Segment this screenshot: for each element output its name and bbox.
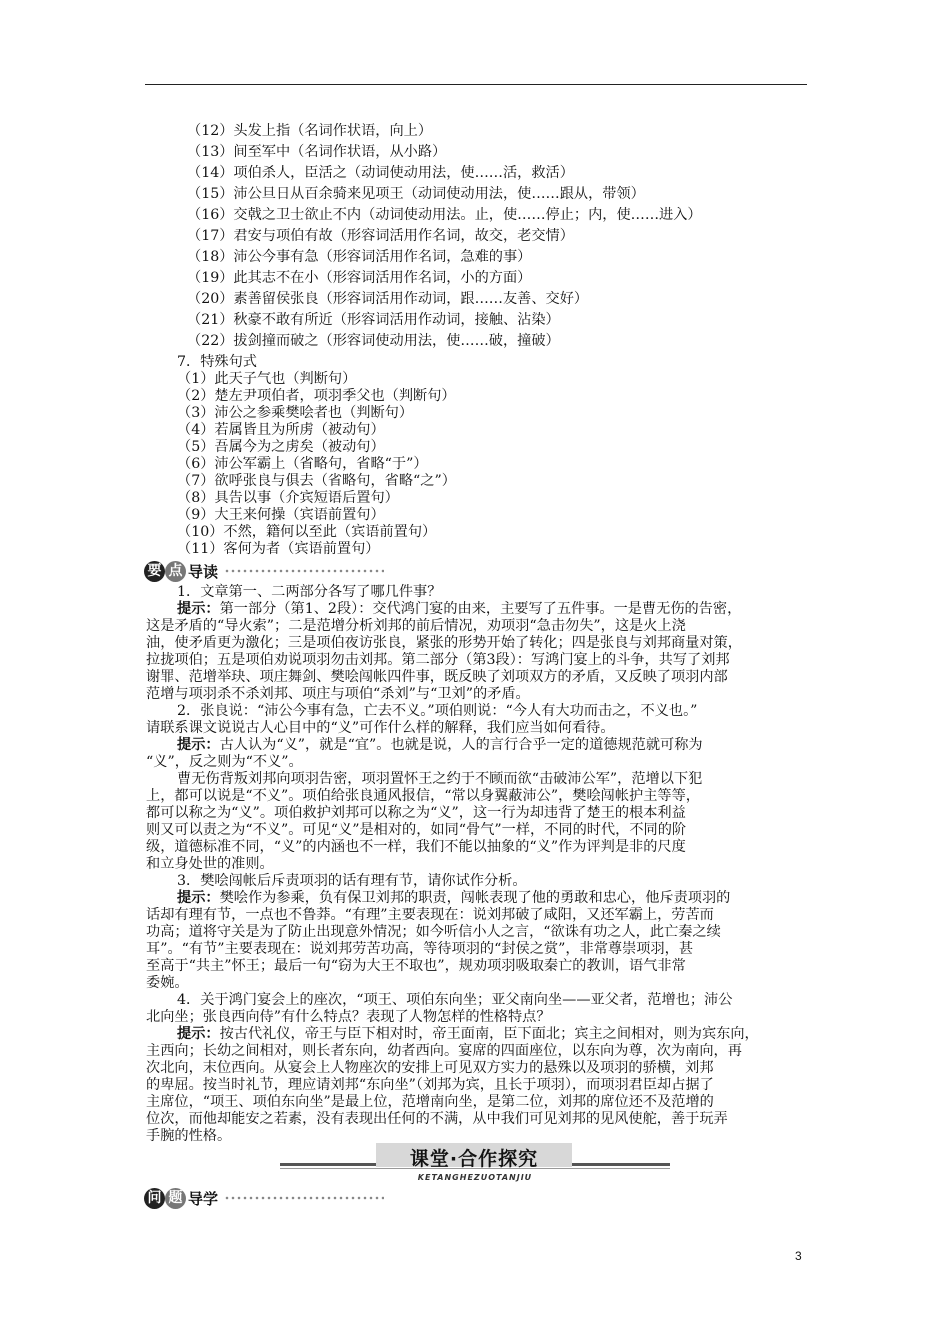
answer-line: 曹无伤背叛刘邦向项羽告密，项羽置怀王之约于不顾而欲“击破沛公军”，范增以下犯 — [177, 771, 703, 787]
dotted-divider — [224, 569, 384, 573]
hint-label: 提示： — [177, 737, 220, 753]
answer-line: “义”，反之则为“不义”。 — [146, 754, 303, 770]
answer-text: 第一部分（第1、2段）：交代鸿门宴的由来，主要写了五件事。一是曹无伤的告密， — [219, 601, 742, 617]
answer-line: 都可以称之为“义”。项伯救护刘邦可以称之为“义”，这一行为却违背了楚王的根本利益 — [146, 805, 686, 821]
list-item: （22）拔剑撞而破之（形容词使动用法，使……破，撞破） — [187, 333, 560, 349]
list-item: （20）素善留侯张良（形容词活用作动词，跟……友善、交好） — [187, 291, 589, 307]
list-item: （18）沛公今事有急（形容词活用作名词，急难的事） — [187, 249, 532, 265]
answer-line: 上，都可以说是“不义”。项伯给张良通风报信，“常以身翼蔽沛公”，樊哙闯帐护主等等， — [146, 788, 700, 804]
hint-label: 提示： — [177, 890, 220, 906]
answer-line: 和立身处世的准则。 — [146, 856, 274, 872]
badge-title: 导读 — [188, 562, 219, 581]
badge-char: 题 — [165, 1188, 186, 1209]
list-item: （16）交戟之卫士欲止不内（动词使动用法。止，使……停止；内，使……进入） — [187, 207, 702, 223]
list-item: （15）沛公旦日从百余骑来见项王（动词使动用法，使……跟从，带领） — [187, 186, 645, 202]
list-item: （13）间至军中（名词作状语，从小路） — [187, 144, 447, 160]
list-item: （14）项伯杀人，臣活之（动词使动用法，使……活，救活） — [187, 165, 574, 181]
list-item: （21）秋豪不敢有所近（形容词活用作动词，接触、沾染） — [187, 312, 560, 328]
answer-line: 级，道德标准不同，“义”的内涵也不一样，我们不能以抽象的“义”作为评判是非的尺度 — [146, 839, 686, 855]
question-cont: 请联系课文说说古人心目中的“义”可作什么样的解释，我们应当如何看待。 — [146, 720, 615, 736]
list-item: （6）沛公军霸上（省略句，省略“于”） — [177, 456, 428, 472]
answer-first-line — [177, 890, 730, 907]
list-item: （4）若属皆且为所虏（被动句） — [177, 422, 385, 438]
question-cont: 北向坐；张良西向侍”有什么特点？表现了人物怎样的性格特点？ — [146, 1009, 551, 1025]
answer-line: 谢罪、范增举玦、项庄舞剑、樊哙闯帐四件事，既反映了刘项双方的矛盾，又反映了项羽内部 — [146, 669, 728, 685]
answer-line: 油，使矛盾更为激化；三是项伯夜访张良，紧张的形势开始了转化；四是张良与刘邦商量对策， — [146, 635, 742, 651]
question: 3．樊哙闯帐后斥责项羽的话有理有节，请你试作分析。 — [177, 873, 527, 889]
badge-char: 点 — [165, 561, 186, 582]
answer-line: 这是矛盾的“导火索”；二是范增分析刘邦的前后情况，劝项羽“急击勿失”，这是火上浇 — [146, 618, 686, 634]
page-number: 3 — [795, 1249, 802, 1263]
list-item: （10）不然，籍何以至此（宾语前置句） — [177, 524, 437, 540]
list-item: （12）头发上指（名词作状语，向上） — [187, 123, 433, 139]
list-item: （3）沛公之参乘樊哙者也（判断句） — [177, 405, 414, 421]
answer-line: 耳”。“有节”主要表现在：说刘邦劳苦功高，等待项羽的“封侯之赏”，非常尊崇项羽，甚 — [146, 941, 694, 957]
list-item: （5）吾属今为之虏矣（被动句） — [177, 439, 385, 455]
question: 4．关于鸿门宴会上的座次，“项王、项伯东向坐；亚父南向坐——亚父者，范增也；沛公 — [177, 992, 733, 1008]
answer-line: 委婉。 — [146, 975, 189, 991]
list-item: （9）大王来何操（宾语前置句） — [177, 507, 385, 523]
answer-text: 樊哙作为参乘，负有保卫刘邦的职责，闯帐表现了他的勇敢和忠心，他斥责项羽的 — [219, 890, 731, 906]
section-banner — [280, 1143, 670, 1189]
answer-line: 话却有理有节，一点也不鲁莽。“有理”主要表现在：说刘邦破了咸阳，又还军霸上，劳苦而 — [146, 907, 714, 923]
answer-line: 位次，而他却能安之若素，没有表现出任何的不满，从中我们可见刘邦的见风使舵，善于玩弄 — [146, 1111, 728, 1127]
header-rule — [145, 84, 807, 85]
banner-title: 课堂·合作探究 — [409, 1148, 539, 1170]
answer-line: 主西向；长幼之间相对，则长者东向，幼者西向。宴席的四面座位，以东向为尊，次为南向，再 — [146, 1043, 742, 1059]
list-item: （2）楚左尹项伯者，项羽季父也（判断句） — [177, 388, 456, 404]
answer-text: 按古代礼仪，帝王与臣下相对时，帝王面南，臣下面北；宾主之间相对，则为宾东向， — [219, 1026, 759, 1042]
list-item: （1）此天子气也（判断句） — [177, 371, 357, 387]
dotted-divider — [224, 1196, 384, 1200]
answer-line: 手腕的性格。 — [146, 1128, 232, 1144]
answer-line: 功高；道将守关是为了防止出现意外情况；如今听信小人之言，“欲诛有功之人，此亡秦之续 — [146, 924, 721, 940]
badge-title: 导学 — [188, 1189, 219, 1208]
answer-first-line — [177, 601, 741, 618]
list-item: （8）具告以事（介宾短语后置句） — [177, 490, 399, 506]
answer-first-line — [177, 737, 703, 754]
answer-text: 古人认为“义”，就是“宜”。也就是说，人的言行合乎一定的道德规范就可称为 — [219, 737, 703, 753]
answer-line: 主席位，“项王、项伯东向坐”是最上位，范增南向坐，是第二位，刘邦的席位还不及范增的 — [146, 1094, 714, 1110]
list-item: （11）客何为者（宾语前置句） — [177, 541, 380, 557]
banner-subtitle: KETANGHEZUOTANJIU — [417, 1173, 533, 1182]
hint-label: 提示： — [177, 1026, 220, 1042]
list-item: （17）君安与项伯有故（形容词活用作名词，故交，老交情） — [187, 228, 574, 244]
question: 2．张良说：“沛公今事有急，亡去不义。”项伯则说：“今人有大功而击之，不义也。” — [177, 703, 698, 719]
question: 1．文章第一、二两部分各写了哪几件事？ — [177, 584, 442, 600]
section-heading: 7．特殊句式 — [177, 354, 257, 370]
answer-line: 则又可以责之为“不义”。可见“义”是相对的，如同“骨气”一样，不同的时代，不同的阶 — [146, 822, 687, 838]
answer-line: 至高于“共主”怀王；最后一句“窃为大王不取也”，规劝项羽吸取秦亡的教训，语气非常 — [146, 958, 686, 974]
answer-line: 拉拢项伯；五是项伯劝说项羽勿击刘邦。第二部分（第3段）：写鸿门宴上的斗争，共写了刘邦 — [146, 652, 730, 668]
answer-line: 次北向，末位西向。从宴会上人物座次的安排上可见双方实力的悬殊以及项羽的骄横，刘邦 — [146, 1060, 714, 1076]
hint-label: 提示： — [177, 601, 220, 617]
answer-first-line — [177, 1026, 759, 1043]
badge-char: 要 — [144, 561, 165, 582]
section-badge-problem-guide — [144, 1187, 384, 1209]
badge-char: 问 — [144, 1188, 165, 1209]
list-item: （7）欲呼张良与俱去（省略句，省略“之”） — [177, 473, 456, 489]
answer-line: 的卑屈。按当时礼节，理应请刘邦“东向坐”（刘邦为宾，且长于项羽），而项羽君臣却占据了 — [146, 1077, 714, 1093]
list-item: （19）此其志不在小（形容词活用作名词，小的方面） — [187, 270, 532, 286]
section-badge-key-points — [144, 560, 384, 582]
answer-line: 范增与项羽杀不杀刘邦、项庄与项伯“杀刘”与“卫刘”的矛盾。 — [146, 686, 530, 702]
